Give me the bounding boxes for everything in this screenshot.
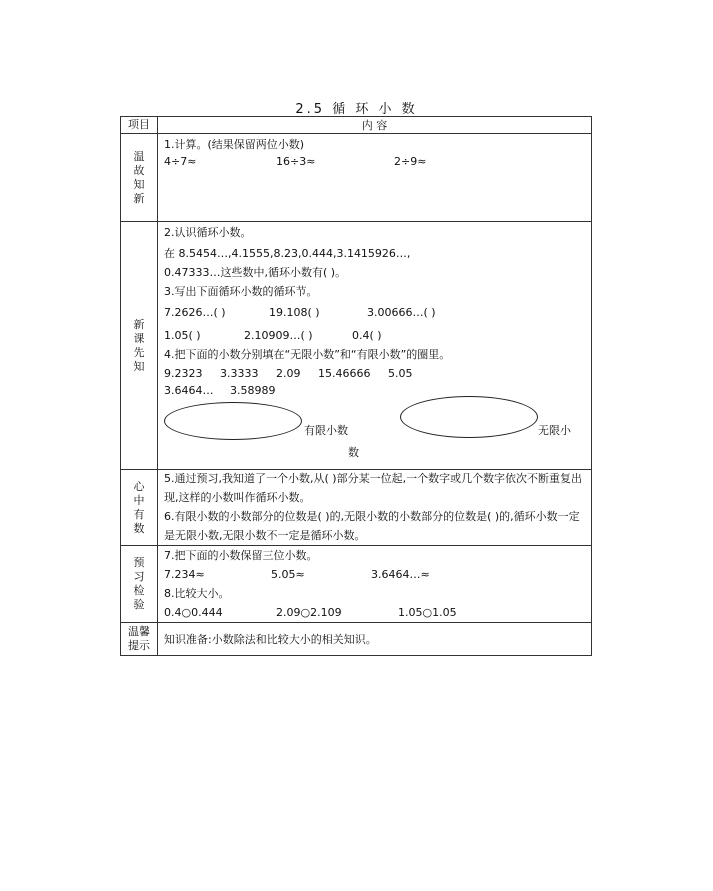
q3-e: 2.10909…( ) (244, 329, 313, 342)
q4-n5: 5.05 (388, 367, 413, 380)
q4-title: 4.把下面的小数分别填在“无限小数”和“有限小数”的圈里。 (164, 348, 451, 361)
q4-line-2 (164, 381, 585, 400)
label-preview (121, 222, 158, 470)
header-item-column: 项目 (121, 117, 158, 134)
q3-line-1 (164, 303, 585, 322)
q3-c: 3.00666…( ) (367, 306, 436, 319)
q2-title: 2.认识循环小数。 (164, 226, 252, 239)
q1-item-3: 2÷9≈ (394, 155, 427, 168)
q3-line-2 (164, 326, 585, 345)
q4-n1: 9.2323 (164, 367, 203, 380)
page-title: 2.5 循 环 小 数 (295, 102, 418, 117)
q7-items (164, 565, 585, 584)
q3-d: 1.05( ) (164, 329, 201, 342)
q3-a: 7.2626…( ) (164, 306, 226, 319)
q1-item-1: 4÷7≈ (164, 155, 197, 168)
content-preview (158, 222, 592, 470)
q4-n7: 3.58989 (230, 384, 276, 397)
q8-c: 1.05○1.05 (398, 606, 457, 619)
oval-area (164, 402, 585, 460)
content-check (158, 546, 592, 623)
q7-title: 7.把下面的小数保留三位小数。 (164, 549, 318, 562)
q4-n3: 2.09 (276, 367, 301, 380)
label-tip-text: 温馨提示 (128, 625, 150, 652)
tip-text: 知识准备:小数除法和比较大小的相关知识。 (164, 632, 377, 646)
label-check-text: 预习检验 (133, 556, 145, 611)
q4-n6: 3.6464… (164, 384, 214, 397)
q3-f: 0.4( ) (352, 329, 382, 342)
row-tip (121, 623, 592, 656)
content-review (158, 134, 592, 222)
q2-line-1: 在 8.5454…,4.1555,8.23,0.444,3.1415926…, (164, 247, 411, 260)
label-tip (121, 623, 158, 656)
label-notes (121, 470, 158, 546)
p5: 5.通过预习,我知道了一个小数,从( )部分某一位起,一个数字或几个数字依次不断重复出现,这样的小数叫作循环小数。 (164, 472, 583, 504)
row-notes (121, 470, 592, 546)
label-notes-text: 心中有数 (133, 479, 145, 535)
label-review-text: 温故知新 (133, 149, 145, 205)
content-tip (158, 623, 592, 656)
label-review (121, 134, 158, 222)
content-notes (158, 470, 592, 546)
table-header-row (121, 117, 592, 134)
q3-title: 3.写出下面循环小数的循环节。 (164, 285, 318, 298)
q8-title: 8.比较大小。 (164, 587, 230, 600)
q1-items (164, 152, 585, 171)
label-check (121, 546, 158, 623)
p6: 6.有限小数的小数部分的位数是( )的,无限小数的小数部分的位数是( )的,循环小数一定是无限小数,无限小数不一定是循环小数。 (164, 510, 580, 542)
q8-items (164, 603, 585, 622)
q4-n2: 3.3333 (220, 367, 259, 380)
row-review (121, 134, 592, 222)
q1-item-2: 16÷3≈ (276, 155, 316, 168)
label-preview-text: 新课先知 (133, 317, 145, 373)
q2-line-2: 0.47333…这些数中,循环小数有( )。 (164, 266, 347, 279)
q8-b: 2.09○2.109 (276, 606, 342, 619)
q1-title: 1.计算。(结果保留两位小数) (164, 138, 305, 151)
row-preview (121, 222, 592, 470)
infinite-label-a: 无限小 (538, 424, 571, 437)
q3-b: 19.108( ) (269, 306, 320, 319)
row-check (121, 546, 592, 623)
finite-label: 有限小数 (304, 424, 348, 437)
infinite-label-b: 数 (348, 446, 359, 459)
header-content-column: 内 容 (158, 117, 592, 134)
infinite-oval (400, 396, 538, 438)
finite-oval (164, 402, 302, 440)
q7-a: 7.234≈ (164, 568, 205, 581)
q8-a: 0.4○0.444 (164, 606, 223, 619)
q7-b: 5.05≈ (271, 568, 305, 581)
q4-n4: 15.46666 (318, 367, 371, 380)
lesson-table (120, 116, 592, 656)
q7-c: 3.6464…≈ (371, 568, 430, 581)
